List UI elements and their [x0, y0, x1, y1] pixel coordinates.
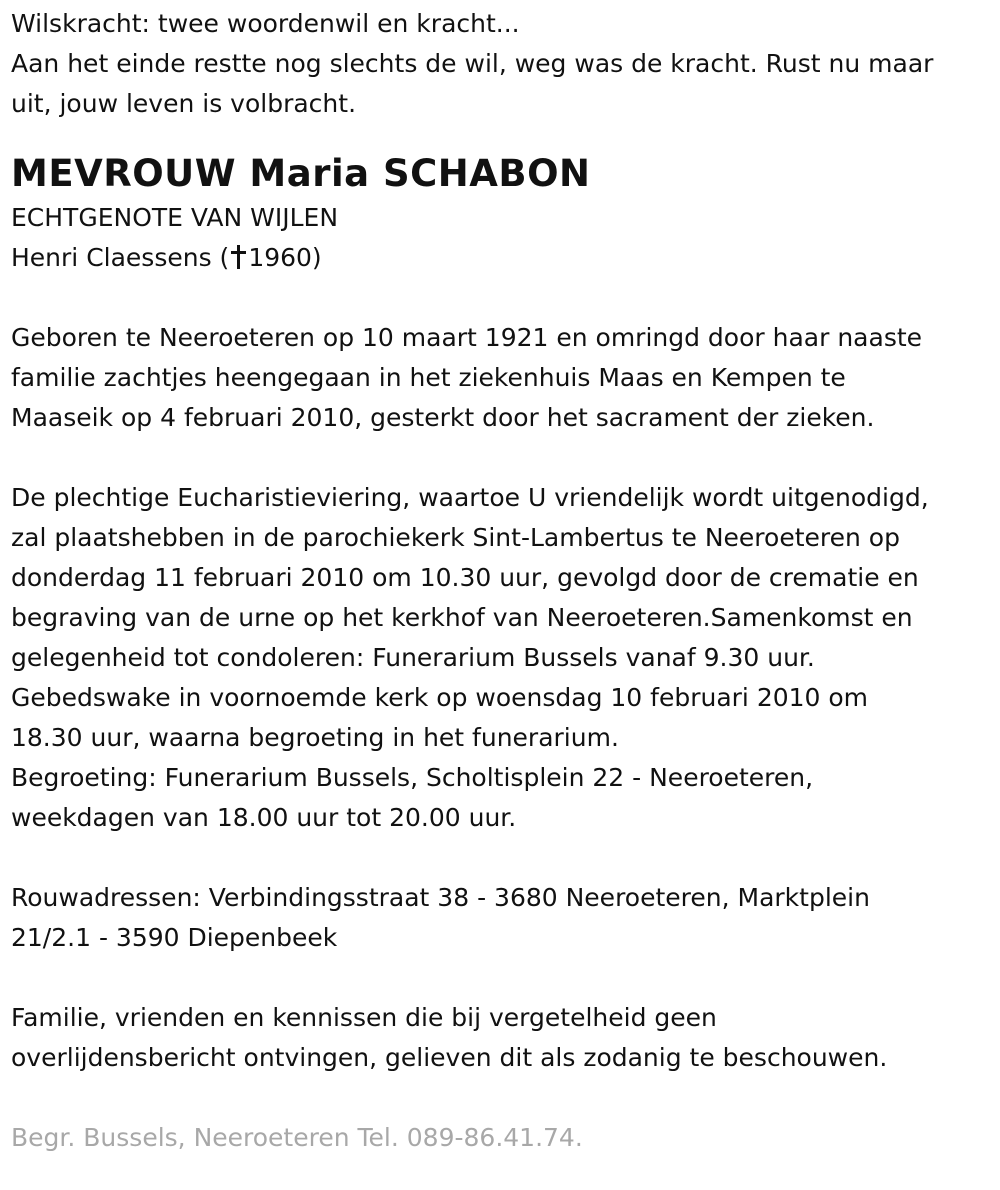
paragraph-line: Maaseik op 4 februari 2010, gesterkt door het sacrament der zieken.	[11, 403, 875, 432]
spacer	[11, 838, 990, 878]
paragraph-line: zal plaatshebben in de parochiekerk Sint-Lambertus te Neeroeteren op	[11, 523, 900, 552]
spouse-name: Henri Claessens (	[11, 243, 230, 272]
addresses-paragraph	[11, 878, 990, 958]
paragraph-line: weekdagen van 18.00 uur tot 20.00 uur.	[11, 803, 517, 832]
paragraph-line: 21/2.1 - 3590 Diepenbeek	[11, 923, 338, 952]
paragraph-line: Begroeting: Funerarium Bussels, Scholtisplein 22 - Neeroeteren,	[11, 763, 814, 792]
paragraph-line: begraving van de urne op het kerkhof van Neeroeteren.Samenkomst en	[11, 603, 913, 632]
spacer	[11, 1078, 990, 1118]
paragraph-line: Familie, vrienden en kennissen die bij vergetelheid geen	[11, 1003, 717, 1032]
paragraph-line: Rouwadressen: Verbindingsstraat 38 - 3680 Neeroeteren, Marktplein	[11, 883, 870, 912]
notice-paragraph	[11, 998, 990, 1078]
paragraph-line: Geboren te Neeroeteren op 10 maart 1921 en omringd door haar naaste	[11, 323, 923, 352]
ceremony-paragraph	[11, 478, 990, 838]
motto-line: uit, jouw leven is volbracht.	[11, 89, 357, 118]
motto-line: Wilskracht: twee woordenwil en kracht...	[11, 9, 520, 38]
spouse-line	[11, 238, 990, 278]
relation-line: ECHTGENOTE VAN WIJLEN	[11, 203, 339, 232]
spacer	[11, 278, 990, 318]
paragraph-line: Gebedswake in voornoemde kerk op woensdag 10 februari 2010 om	[11, 683, 869, 712]
spacer	[11, 438, 990, 478]
spacer	[11, 958, 990, 998]
paragraph-line: overlijdensbericht ontvingen, gelieven dit als zodanig te beschouwen.	[11, 1043, 888, 1072]
paragraph-line: gelegenheid tot condoleren: Funerarium Bussels vanaf 9.30 uur.	[11, 643, 815, 672]
paragraph-line: 18.30 uur, waarna begroeting in het funerarium.	[11, 723, 619, 752]
cross-icon	[230, 245, 246, 270]
paragraph-line: De plechtige Eucharistieviering, waartoe U vriendelijk wordt uitgenodigd,	[11, 483, 929, 512]
deceased-name: MEVROUW Maria SCHABON	[11, 152, 591, 195]
paragraph-line: familie zachtjes heengegaan in het ziekenhuis Maas en Kempen te	[11, 363, 846, 392]
birth-death-paragraph	[11, 318, 990, 438]
motto-block	[11, 4, 990, 124]
motto-line: Aan het einde restte nog slechts de wil, weg was de kracht. Rust nu maar	[11, 49, 934, 78]
funeral-home-footer: Begr. Bussels, Neeroeteren Tel. 089-86.41.74.	[11, 1123, 583, 1152]
paragraph-line: donderdag 11 februari 2010 om 10.30 uur, gevolgd door de crematie en	[11, 563, 919, 592]
spouse-death-year: 1960)	[248, 243, 322, 272]
